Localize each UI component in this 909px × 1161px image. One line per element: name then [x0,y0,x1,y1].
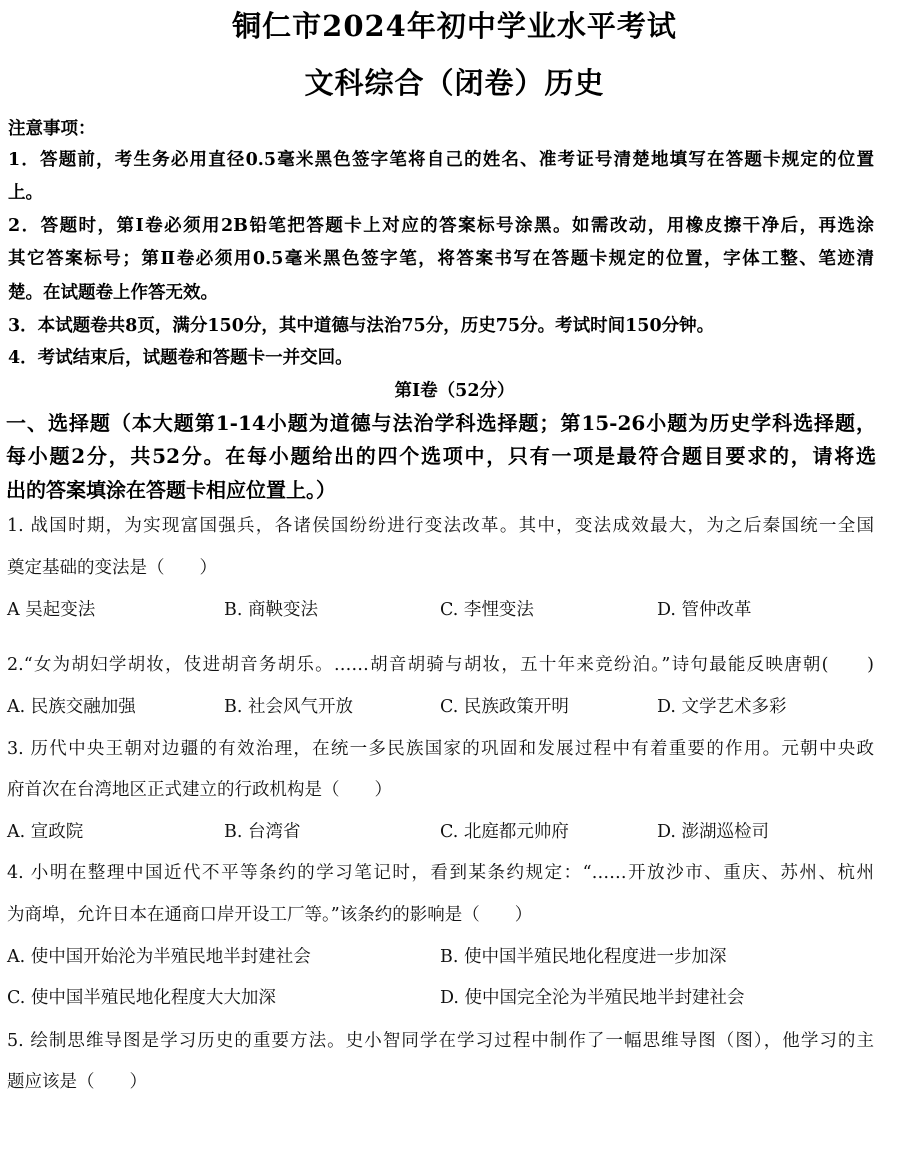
option-c: C. 使中国半殖民地化程度大大加深 [7,988,276,1008]
option-d: D. 使中国完全沦为半殖民地半封建社会 [440,988,745,1008]
option-c: C. 民族政策开明 [440,697,569,717]
exam-title: 铜仁市2024年初中学业水平考试 [232,9,677,43]
option-b: B. 商鞅变法 [224,600,318,620]
exam-subtitle: 文科综合（闭卷）历史 [304,66,605,100]
notice-line: 1．答题前，考生务必用直径0.5毫米黑色签字笔将自己的姓名、准考证号清楚地填写在答题卡规定的位置 [8,150,874,170]
option-b: B. 社会风气开放 [224,697,353,717]
option-c: C. 李悝变法 [440,600,534,620]
option-b: B. 使中国半殖民地化程度进一步加深 [440,947,727,967]
part-heading: 第Ⅰ卷（52分） [394,381,515,401]
option-d: D. 管仲改革 [657,600,752,620]
section-instruction: 出的答案填涂在答题卡相应位置上。） [6,478,336,502]
notice-line: 3．本试题卷共8页，满分150分，其中道德与法治75分，历史75分。考试时间150分钟。 [8,316,715,336]
question-stem: 5. 绘制思维导图是学习历史的重要方法。史小智同学在学习过程中制作了一幅思维导图（图），他学习的主 [7,1031,874,1051]
option-a: A. 民族交融加强 [7,697,136,717]
notice-line: 上。 [8,183,43,203]
notice-line: 其它答案标号；第Ⅱ卷必须用0.5毫米黑色签字笔，将答案书写在答题卡规定的位置，字体工整、笔迹清 [8,249,874,269]
question-stem: 府首次在台湾地区正式建立的行政机构是（ ） [7,780,392,800]
option-a: A. 宣政院 [7,822,84,842]
question-stem: 2.“女为胡妇学胡妆，伎进胡音务胡乐。……胡音胡骑与胡妆，五十年来竞纷泊。”诗句最能反映唐朝( ) [7,655,874,675]
option-a: A. 使中国开始沦为半殖民地半封建社会 [7,947,311,967]
section-instruction: 每小题2分，共52分。在每小题给出的四个选项中，只有一项是最符合题目要求的，请将选 [6,444,876,468]
option-c: C. 北庭都元帅府 [440,822,569,842]
question-stem: 1. 战国时期，为实现富国强兵，各诸侯国纷纷进行变法改革。其中，变法成效最大，为之后秦国统一全国 [7,516,874,536]
question-stem: 奠定基础的变法是（ ） [7,558,217,578]
option-d: D. 文学艺术多彩 [657,697,787,717]
question-stem: 题应该是（ ） [7,1072,147,1092]
section-instruction: 一、选择题（本大题第1-14小题为道德与法治学科选择题；第15-26小题为历史学科选择题， [6,411,876,435]
notice-line: 2．答题时，第Ⅰ卷必须用2B铅笔把答题卡上对应的答案标号涂黑。如需改动，用橡皮擦干净后，再选涂 [8,216,874,236]
option-d: D. 澎湖巡检司 [657,822,770,842]
notice-heading: 注意事项： [8,119,96,139]
option-b: B. 台湾省 [224,822,301,842]
notice-line: 4．考试结束后，试题卷和答题卡一并交回。 [8,348,353,368]
question-stem: 3. 历代中央王朝对边疆的有效治理，在统一多民族国家的巩固和发展过程中有着重要的作用。元朝中央政 [7,739,874,759]
notice-line: 楚。在试题卷上作答无效。 [8,283,218,303]
option-a: A 吴起变法 [7,600,96,620]
question-stem: 4. 小明在整理中国近代不平等条约的学习笔记时，看到某条约规定：“……开放沙市、重庆、苏州、杭州 [7,863,874,883]
question-stem: 为商埠，允许日本在通商口岸开设工厂等。”该条约的影响是（ ） [7,905,533,925]
